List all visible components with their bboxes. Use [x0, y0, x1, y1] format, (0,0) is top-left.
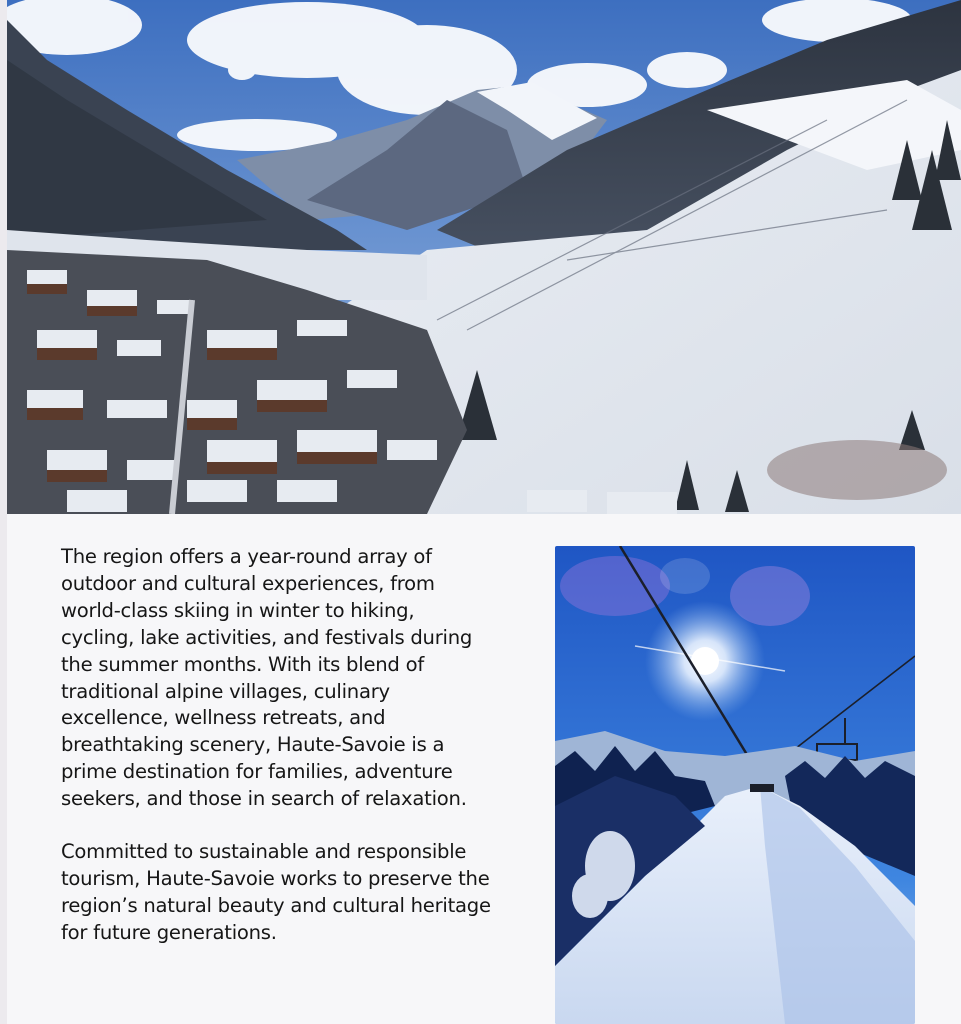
article-text	[61, 544, 491, 947]
document-page	[7, 0, 961, 1024]
chairlift-photo	[555, 546, 915, 1024]
paragraph-overview: The region offers a year-round array of outdoor and cultural experiences, from world-class skiing in winter to hiking, cycling, lake activities, and festivals during the summer months. With its blend of traditional alpine villages, culinary excellence, wellness retreats, and breathtaking scenery, Haute-Savoie is a prime destination for families, adventure seekers, and those in search of relaxation.	[61, 545, 473, 811]
paragraph-sustainability: Committed to sustainable and responsible tourism, Haute-Savoie works to preserve the region’s natural beauty and cultural heritage for future generations.	[61, 840, 491, 944]
hero-photo-ski-village	[7, 0, 961, 514]
